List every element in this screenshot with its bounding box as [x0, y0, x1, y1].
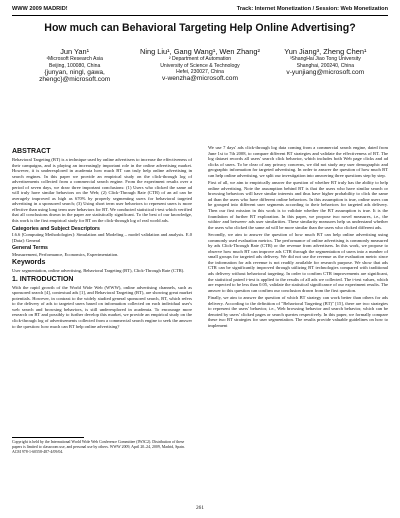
- categories-text: I.6.6 [Computing Methodologies]: Simulation and Modeling – model validation and analysis. E.0 [Data]: General: [12, 232, 192, 243]
- author-names: Yun Jiang³, Zheng Chen¹: [284, 47, 367, 56]
- author-group-3: [263, 48, 388, 84]
- abstract-text: Behavioral Targeting (BT) is a technique used by online advertisers to increase the effectiveness of their campaigns, and is playing an increasingly important role in the online advertising market. However, it is underexplored in academia how much BT can truly help online advertising in search engines. In this paper we provide an empirical study on the click-through log of advertisements collected from a commercial search engine. From the experiment results over a period of seven days, we draw three important conclusions: (1) Users who clicked the same ad will truly have similar behaviors on the Web; (2) Click-Through Rate (CTR) of an ad can be averagely improved as high as 670% by properly segmenting users for behavioral targeted advertising in a sponsored search; (3) Using short term user behaviors to represent users is more effective than using long term user behaviors for BT. We conducted statistical t-test which verified that all conclusions drawn in the paper are statistically significant. To the best of our knowledge, this work is the first empirical study for BT on the click-through log of real world ads.: [12, 157, 192, 224]
- affiliation-line: ² Department of Automation: [168, 56, 232, 63]
- copyright-notice: Copyright is held by the International World Wide Web Conference Committee (IW3C2). Distribution of these papers is limited to classroom use, and personal use by others. WWW 2009, April 20–24, 2009, Madrid, Spain. ACM 978-1-60558-487-4/09/04.: [12, 440, 185, 454]
- header-right: Track: Internet Monetization / Session: Web Monetization: [236, 6, 388, 12]
- header-left: WWW 2009 MADRID!: [12, 6, 68, 12]
- footnote-rule: [12, 437, 84, 438]
- body-paragraph: We use 7 days' ads click-through log data coming from a commercial search engine, dated from June 1st to 7th 2008, to compare different BT strategies and validate the effectiveness of BT. The log dataset records all users' search click behavior, which includes both Web page clicks and ad clicks of users. To be clear of any privacy concerns, we did not study any user demographic and geographic information for targeted advertising. In order to answer the question of how much BT can help online advertising, we split our investigation into answering three questions step by step.: [208, 145, 388, 178]
- introduction-text: With the rapid growth of the World Wide Web (WWW), online advertising channels, such as sponsored search [4], contextual ads [1], and Behavioral Targeting (BT), are showing great market potentials. However, in contrast to the widely studied general sponsored search, BT, which refers to the delivery of ads to targeted users based on information collected on each individual user's web search and browsing behaviors, is still underexplored in academia. To encourage more research on BT and possibly to further develop this market, we provide an empirical study on the click-through log of advertisements collected from a commercial search engine to seek the answer to the question: how much can BT help online advertising?: [12, 284, 192, 329]
- body-paragraph: Finally, we aim to answer the question of which BT strategy can work better than others for ads delivery. According to the definition of "Behavioral Targeting (BT)" [15], there are two strategies to represent the users' behavior, i.e., Web browsing behavior and search behavior, which can be denoted by users' clicked pages or search queries respectively. In this paper, we formally compare these two BT strategies for user segmentation. The results provide valuable guidelines on how to implement: [208, 295, 388, 328]
- author-email: {junyan, ningl, gawa, zhengc}@microsoft.com: [39, 68, 111, 84]
- author-group-2: [137, 48, 262, 84]
- paper-title: How much can Behavioral Targeting Help Online Advertising?: [44, 22, 356, 34]
- affiliation-line: University of Science & Technology: [160, 62, 240, 69]
- introduction-heading: 1. INTRODUCTION: [12, 275, 74, 283]
- terms-heading: General Terms: [12, 245, 48, 252]
- affiliation-line: ¹Microsoft Research Asia: [46, 56, 103, 63]
- affiliation-line: Beijing, 100080, China: [49, 62, 101, 69]
- abstract-heading: ABSTRACT: [12, 148, 51, 155]
- author-email: v-wenzha@microsoft.com: [162, 75, 238, 83]
- running-header: [12, 5, 388, 16]
- terms-text: Measurement, Performance, Economics, Experimentation.: [12, 251, 119, 257]
- keywords-text: User segmentation, online advertising, Behavioral Targeting (BT), Click-Through Rate (CTR).: [12, 268, 185, 274]
- affiliation-line: Hefei, 230027, China: [176, 68, 224, 75]
- author-email: v-yunjiang@microsoft.com: [286, 68, 365, 76]
- author-group-1: [12, 48, 137, 84]
- affiliation-line: Shanghai, 200240, China: [296, 62, 355, 69]
- categories-heading: Categories and Subject Descriptors: [12, 225, 100, 232]
- author-block: [12, 48, 388, 84]
- right-column: [208, 145, 388, 331]
- author-names: Ning Liu¹, Gang Wang¹, Wen Zhang²: [140, 47, 260, 56]
- keywords-heading: Keywords: [12, 259, 46, 267]
- affiliation-line: ³ShangHai Jiao Tong University: [289, 56, 361, 63]
- author-names: Jun Yan¹: [60, 47, 90, 56]
- left-column: [12, 146, 192, 331]
- body-paragraph: Secondly, we aim to answer the question of how much BT can help online advertising using commonly used evaluation metrics. The performance of online advertising is commonly measured by ads Click-Through Rate (CTR) or the revenue from advertisers. In this work, we propose to observe how much BT can improve ads CTR through the segmentation of users into a number of small groups for targeted ads delivery. We did not use the revenue as the evaluation metric since the information for ads revenue is not readily available for research purpose. We show that ads CTR can be significantly improved through utilizing BT technologies compared with traditional ads delivery without behavioral targeting. In order to confirm CTR improvements are significant, the statistical paired t-test is applied to the results of all ads we collected. The t-test values, which are expected to be less than 0.05, validate the statistical significance of our experiment results. The answer to this question can confirm our conclusion drawn from the first question.: [208, 232, 388, 293]
- page-number: 261: [196, 505, 204, 511]
- body-paragraph: First of all, we aim to empirically answer the question of whether BT truly has the ability to help online advertising. Note the assumption behind BT is that the users who have similar search or browsing behaviors will have similar interests and thus have higher probability to click the same ad than the users who have different online behaviors. In this assumption is true, online users can be grouped into different user segments according to their behaviors for targeted ads delivery. Then our first mission in this work is to validate whether the BT assumption is true. It is the foundation of further BT exploration. In this paper, we propose two novel measures, i.e., the within- and between- ads user similarities. These similarity measures help us understand whether the users who clicked the same ad will be more similar than the users who clicked different ads.: [208, 180, 388, 230]
